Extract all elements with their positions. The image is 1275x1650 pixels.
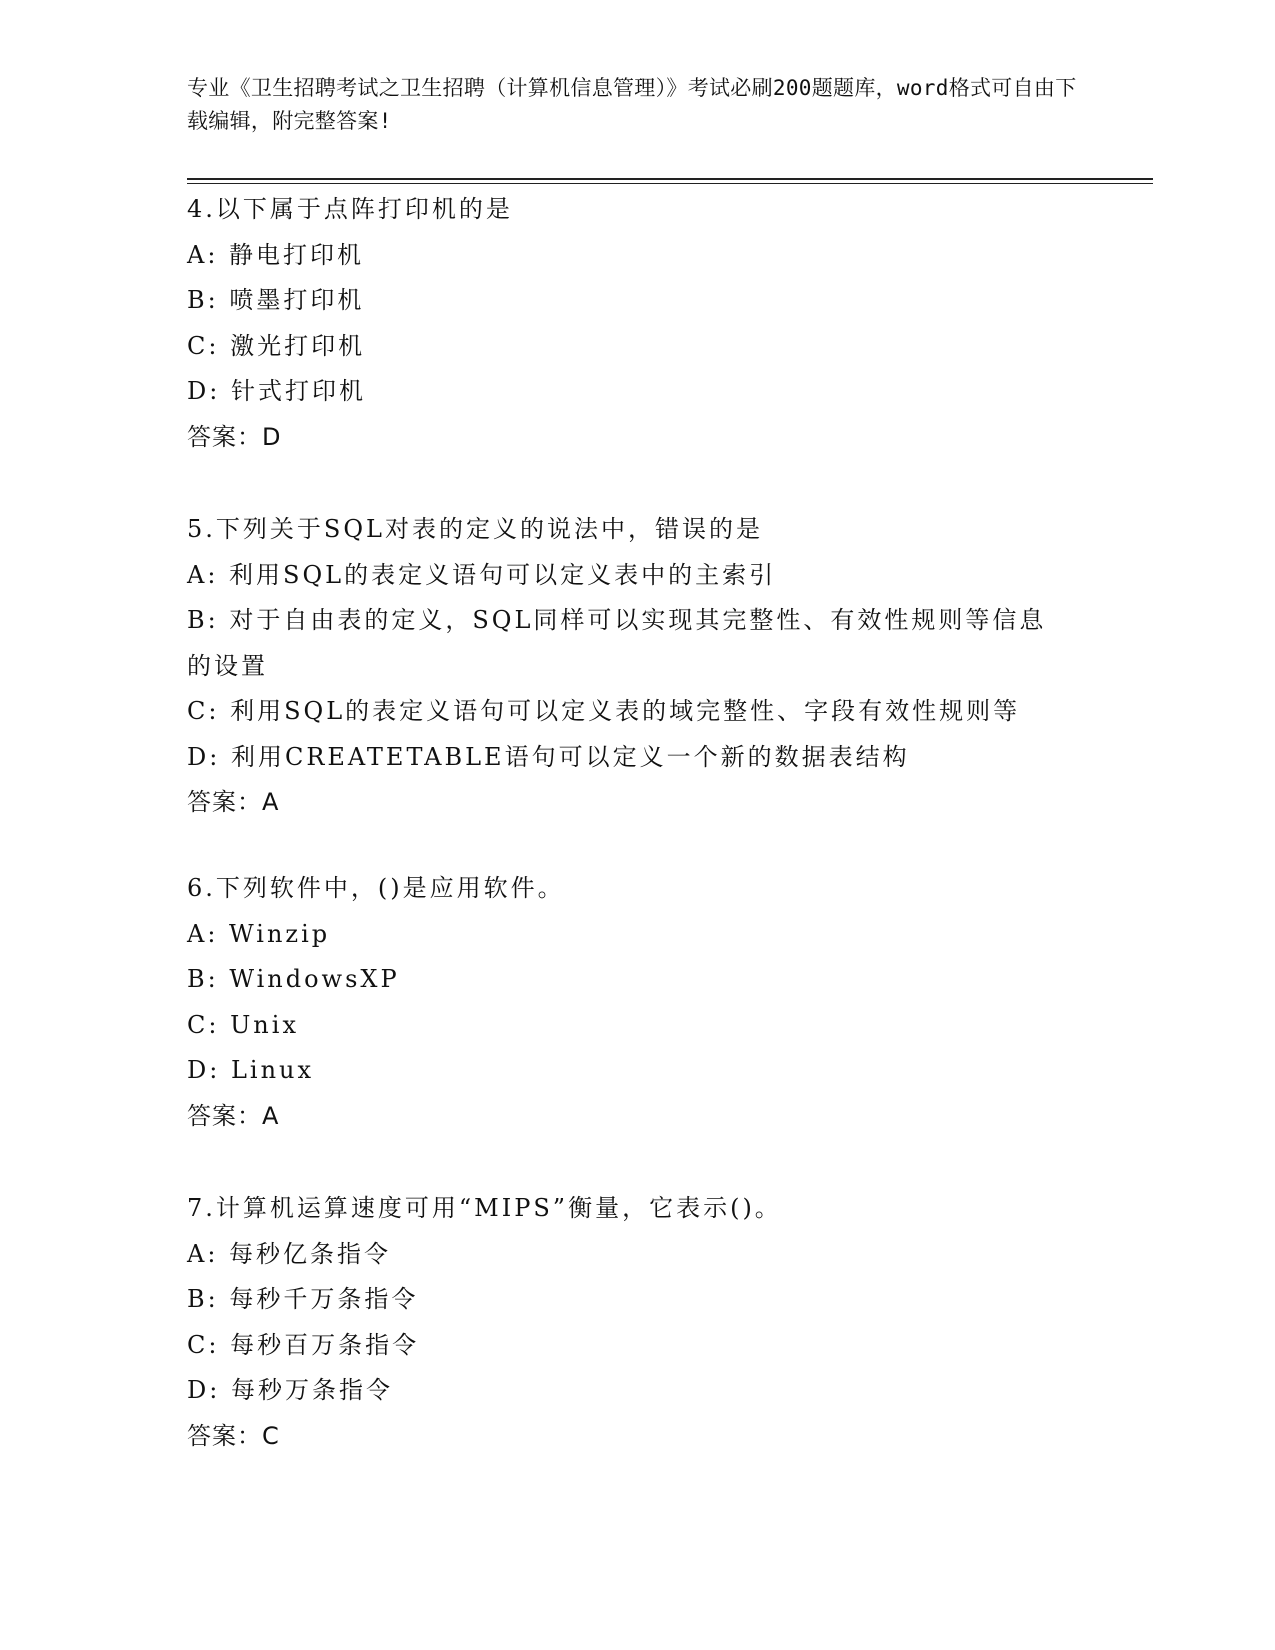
- option-d: D: 利用CREATETABLE语句可以定义一个新的数据表结构: [187, 742, 910, 771]
- question-stem: 4.以下属于点阵打印机的是: [187, 195, 513, 223]
- question-5: [187, 507, 1067, 826]
- question-stem: 6.下列软件中，()是应用软件。: [187, 874, 565, 902]
- option-c: C: 利用SQL的表定义语句可以定义表的域完整性、字段有效性规则等: [187, 697, 1021, 725]
- document-header: 专业《卫生招聘考试之卫生招聘（计算机信息管理）》考试必刷200题题库，word格式可自由下载编辑，附完整答案!: [187, 76, 1077, 133]
- answer: 答案：D: [187, 422, 282, 451]
- question-stem: 5.下列关于SQL对表的定义的说法中，错误的是: [187, 515, 763, 543]
- answer: 答案：A: [187, 1101, 280, 1130]
- option-d: D: Linux: [187, 1056, 315, 1084]
- answer: 答案：A: [187, 788, 280, 816]
- option-d: D: 针式打印机: [187, 377, 366, 405]
- option-b: B: 每秒千万条指令: [187, 1285, 419, 1313]
- question-4: [187, 187, 1067, 460]
- question-stem: 7.计算机运算速度可用“MIPS”衡量，它表示()。: [187, 1194, 782, 1222]
- option-a: A: Winzip: [187, 919, 331, 948]
- option-b: B: 对于自由表的定义，SQL同样可以实现其完整性、有效性规则等信息的设置: [187, 606, 1047, 680]
- header-divider: [187, 178, 1153, 184]
- option-a: A: 利用SQL的表定义语句可以定义表中的主索引: [187, 560, 777, 589]
- option-b: B: WindowsXP: [187, 965, 400, 993]
- option-a: A: 每秒亿条指令: [187, 1239, 392, 1268]
- answer: 答案：C: [187, 1421, 280, 1450]
- question-7: [187, 1186, 1067, 1459]
- option-a: A: 静电打印机: [187, 240, 365, 269]
- option-c: C: 激光打印机: [187, 331, 366, 360]
- option-c: C: 每秒百万条指令: [187, 1330, 420, 1359]
- option-d: D: 每秒万条指令: [187, 1376, 393, 1404]
- option-b: B: 喷墨打印机: [187, 286, 365, 314]
- question-6: [187, 866, 1067, 1139]
- option-c: C: Unix: [187, 1010, 299, 1039]
